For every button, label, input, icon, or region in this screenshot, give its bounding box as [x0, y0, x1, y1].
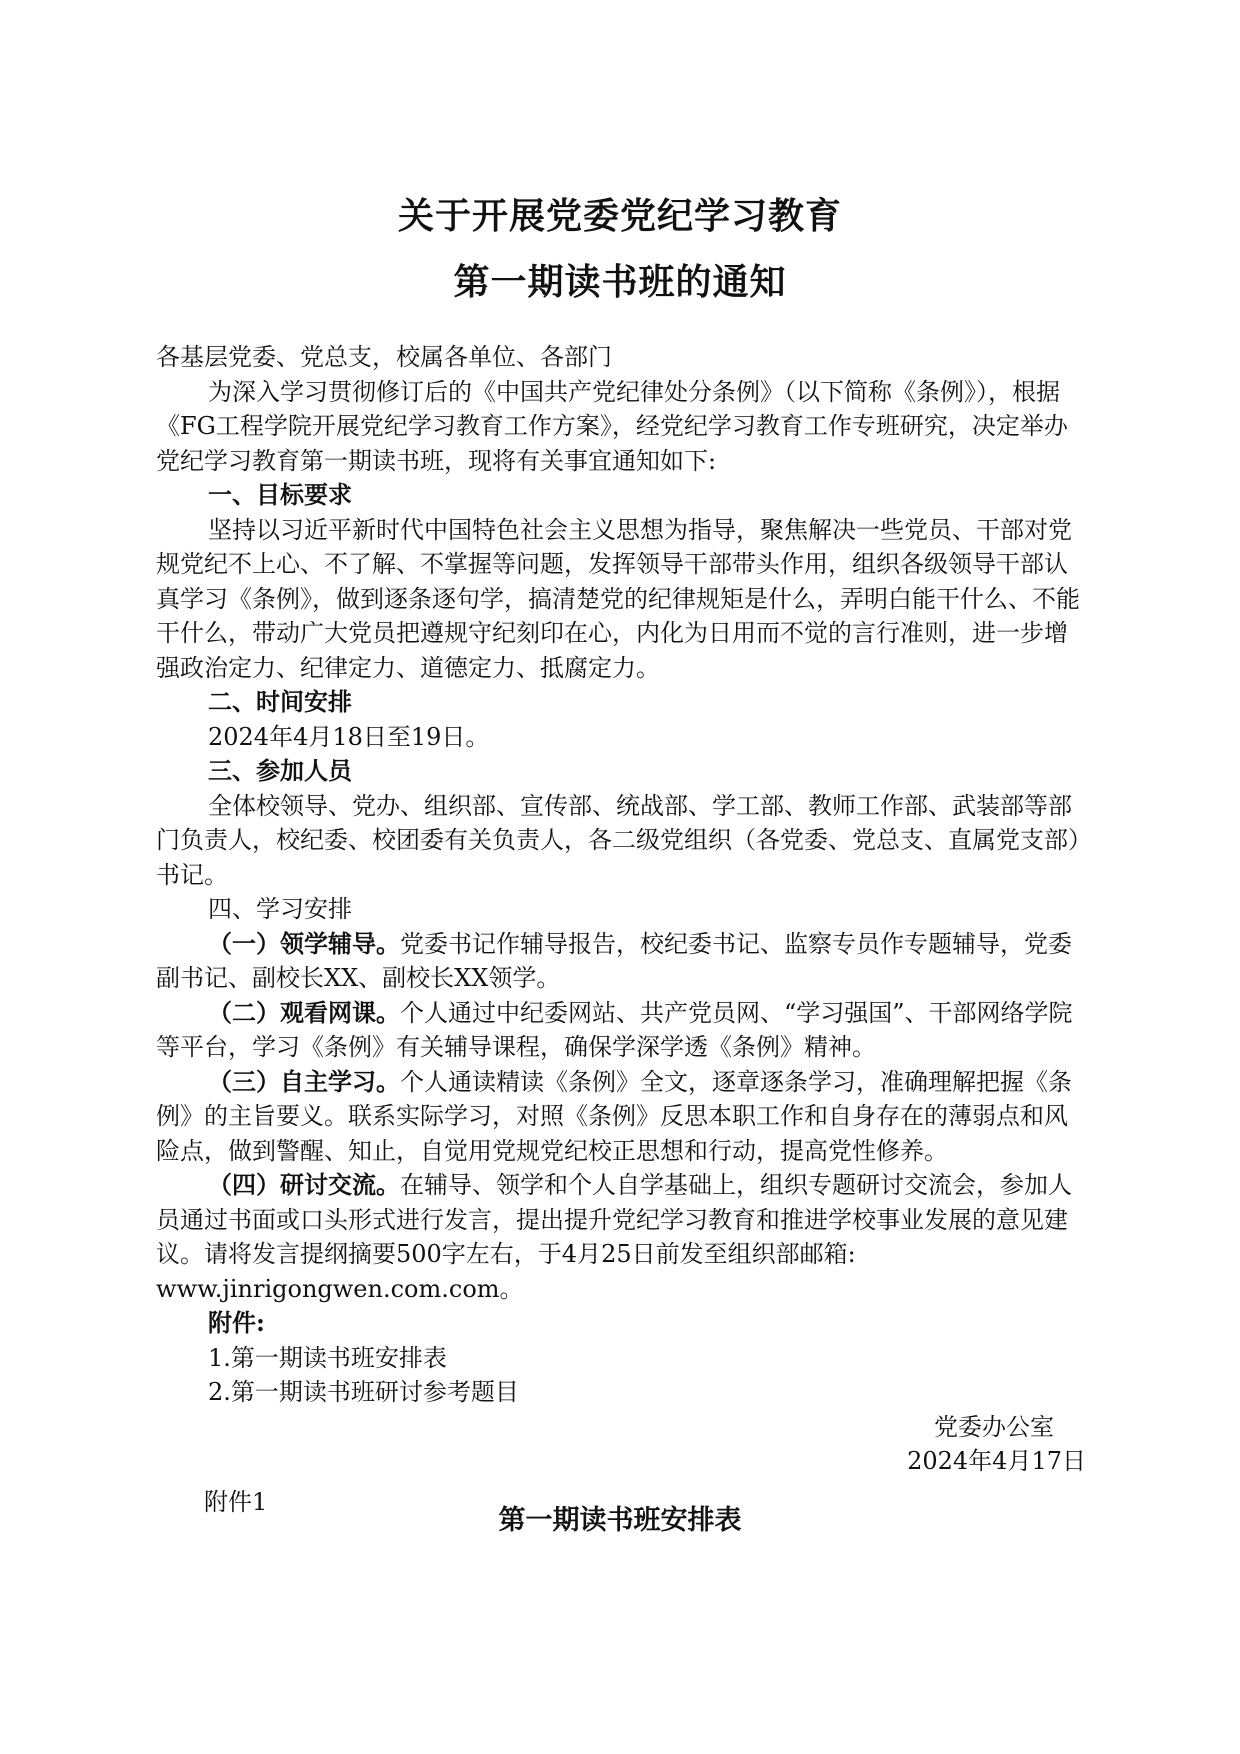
study-item-label: （四）研讨交流。	[208, 1170, 400, 1199]
document-body	[156, 340, 1086, 1519]
section-heading-time: 二、时间安排	[208, 687, 352, 716]
study-item-label: （一）领学辅导。	[208, 928, 400, 958]
signature-org: 党委办公室	[934, 1412, 1054, 1441]
attachment-item: 2.第一期读书班研讨参考题目	[208, 1378, 519, 1406]
time-paragraph: 2024年4月18日至19日。	[208, 722, 490, 751]
study-item-text: 个人通过中纪委网站、共产党员网、“学习强国”、干部网络学院等平台，学习《条例》有关辅导课程，确保学深学透《条例》精神。	[156, 998, 1073, 1061]
section-heading-goal: 一、目标要求	[208, 480, 352, 509]
attachments-heading: 附件:	[208, 1308, 265, 1337]
salutation: 各基层党委、党总支，校属各单位、各部门	[156, 343, 612, 371]
study-item-text: 个人通读精读《条例》全文，逐章逐条学习，准确理解把握《条例》的主旨要义。联系实际学习，对照《条例》反思本职工作和自身存在的薄弱点和风险点，做到警醒、知止，自觉用党规党纪校正思想和行动，提高党性修养。	[156, 1067, 1072, 1165]
section-heading-study: 四、学习安排	[208, 895, 352, 923]
study-item-1	[156, 927, 1086, 996]
document-title-line1: 关于开展党委党纪学习教育	[397, 195, 842, 237]
document-title-line2: 第一期读书班的通知	[453, 261, 787, 303]
goal-paragraph: 坚持以习近平新时代中国特色社会主义思想为指导，聚焦解决一些党员、干部对党规党纪不上心、不了解、不掌握等问题，发挥领导干部带头作用，组织各级领导干部认真学习《条例》，做到逐条逐句学，搞清楚党的纪律规矩是什么，弄明白能干什么、不能干什么，带动广大党员把遵规守纪刻印在心，内化为日用而不觉的言行准则，进一步增强政治定力、纪律定力、道德定力、抵腐定力。	[156, 515, 1080, 682]
study-item-2	[156, 996, 1086, 1065]
study-item-text: 在辅导、领学和个人自学基础上，组织专题研讨交流会，参加人员通过书面或口头形式进行发言，提出提升党纪学习教育和推进学校事业发展的意见建议。请将发言提纲摘要500字左右，于4月25日前发至组织部邮箱: www.jinrigongwen.com.com。	[156, 1171, 1072, 1303]
study-item-label: （二）观看网课。	[208, 997, 400, 1027]
people-paragraph: 全体校领导、党办、组织部、宣传部、统战部、学工部、教师工作部、武装部等部门负责人，校纪委、校团委有关负责人，各二级党组织（各党委、党总支、直属党支部）书记。	[156, 791, 1080, 889]
signature-date: 2024年4月17日	[907, 1447, 1086, 1475]
study-item-4	[156, 1168, 1086, 1306]
appendix-label: 附件1	[204, 1487, 268, 1516]
attachment-item: 1.第一期读书班安排表	[208, 1343, 447, 1372]
study-item-text: 党委书记作辅导报告，校纪委书记、监察专员作专题辅导，党委副书记、副校长XX、副校长XX领学。	[156, 929, 1072, 992]
study-item-label: （三）自主学习。	[208, 1066, 400, 1096]
study-item-3	[156, 1065, 1086, 1169]
intro-paragraph: 为深入学习贯彻修订后的《中国共产党纪律处分条例》（以下简称《条例》），根据《FG工程学院开展党纪学习教育工作方案》，经党纪学习教育工作专班研究，决定举办党纪学习教育第一期读书班，现将有关事宜通知如下:	[156, 377, 1068, 475]
appendix-title: 第一期读书班安排表	[498, 1505, 742, 1536]
section-heading-people: 三、参加人员	[208, 756, 352, 785]
